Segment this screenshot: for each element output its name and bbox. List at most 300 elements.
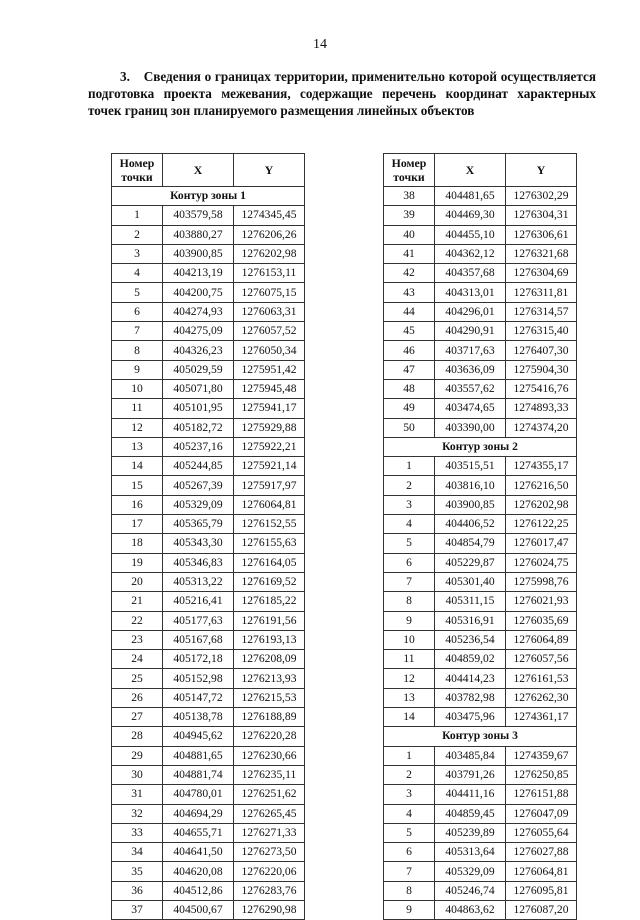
x-header: X — [163, 154, 234, 187]
y-coordinate-cell: 1276057,56 — [506, 650, 577, 669]
coordinates-table-right — [383, 153, 577, 920]
point-number-cell: 7 — [112, 322, 163, 341]
table-header-row — [384, 154, 577, 187]
point-number-cell: 7 — [384, 572, 435, 591]
y-coordinate-cell: 1276208,09 — [234, 650, 305, 669]
y-coordinate-cell: 1276161,53 — [506, 669, 577, 688]
y-coordinate-cell: 1276202,98 — [506, 495, 577, 514]
x-coordinate-cell: 404290,91 — [435, 322, 506, 341]
table-row — [384, 283, 577, 302]
table-body-right — [384, 187, 577, 920]
point-number-cell: 9 — [112, 360, 163, 379]
point-number-cell: 42 — [384, 264, 435, 283]
table-row — [112, 843, 305, 862]
zone-header-row — [112, 187, 305, 206]
y-coordinate-cell: 1276152,55 — [234, 515, 305, 534]
point-number-cell: 48 — [384, 379, 435, 398]
table-row — [112, 360, 305, 379]
point-number-cell: 4 — [384, 515, 435, 534]
point-number-cell: 25 — [112, 669, 163, 688]
table-row — [384, 244, 577, 263]
x-coordinate-cell: 405346,83 — [163, 553, 234, 572]
table-row — [384, 669, 577, 688]
x-coordinate-cell: 404655,71 — [163, 823, 234, 842]
table-body-left — [112, 187, 305, 920]
point-number-cell: 18 — [112, 534, 163, 553]
zone-title: Контур зоны 3 — [384, 727, 577, 746]
y-header: Y — [234, 154, 305, 187]
table-row — [384, 360, 577, 379]
section-number: 3. — [120, 69, 130, 84]
point-number-cell: 13 — [112, 437, 163, 456]
y-coordinate-cell: 1275998,76 — [506, 572, 577, 591]
point-number-cell: 37 — [112, 900, 163, 919]
y-coordinate-cell: 1276321,68 — [506, 244, 577, 263]
y-coordinate-cell: 1276314,57 — [506, 302, 577, 321]
zone-header-row — [384, 727, 577, 746]
point-number-cell: 14 — [112, 457, 163, 476]
table-row — [112, 437, 305, 456]
y-coordinate-cell: 1275416,76 — [506, 379, 577, 398]
table-row — [384, 399, 577, 418]
y-coordinate-cell: 1276315,40 — [506, 322, 577, 341]
point-number-cell: 6 — [384, 843, 435, 862]
point-number-cell: 39 — [384, 206, 435, 225]
x-coordinate-cell: 405177,63 — [163, 611, 234, 630]
table-row — [384, 515, 577, 534]
y-coordinate-cell: 1276230,66 — [234, 746, 305, 765]
point-number-cell: 28 — [112, 727, 163, 746]
y-coordinate-cell: 1275917,97 — [234, 476, 305, 495]
point-number-cell: 47 — [384, 360, 435, 379]
y-coordinate-cell: 1276064,81 — [506, 862, 577, 881]
y-coordinate-cell: 1276064,89 — [506, 630, 577, 649]
point-number-cell: 11 — [112, 399, 163, 418]
y-coordinate-cell: 1276024,75 — [506, 553, 577, 572]
point-number-cell: 23 — [112, 630, 163, 649]
table-row — [384, 650, 577, 669]
point-header-line2: точки — [121, 170, 153, 184]
y-coordinate-cell: 1276250,85 — [506, 765, 577, 784]
y-coordinate-cell: 1276151,88 — [506, 785, 577, 804]
point-number-cell: 15 — [112, 476, 163, 495]
table-row — [384, 553, 577, 572]
zone-title: Контур зоны 2 — [384, 437, 577, 456]
point-number-cell: 31 — [112, 785, 163, 804]
point-header-line2: точки — [393, 170, 425, 184]
point-number-cell: 6 — [112, 302, 163, 321]
x-coordinate-cell: 404854,79 — [435, 534, 506, 553]
table-row — [384, 264, 577, 283]
x-coordinate-cell: 405365,79 — [163, 515, 234, 534]
x-coordinate-cell: 405311,15 — [435, 592, 506, 611]
point-number-cell: 46 — [384, 341, 435, 360]
y-coordinate-cell: 1276271,33 — [234, 823, 305, 842]
point-number-cell: 1 — [384, 746, 435, 765]
x-coordinate-cell: 404780,01 — [163, 785, 234, 804]
point-number-cell: 45 — [384, 322, 435, 341]
point-number-cell: 5 — [384, 534, 435, 553]
y-coordinate-cell: 1276306,61 — [506, 225, 577, 244]
table-row — [112, 727, 305, 746]
table-row — [112, 823, 305, 842]
table-row — [384, 881, 577, 900]
x-coordinate-cell: 405152,98 — [163, 669, 234, 688]
y-coordinate-cell: 1274345,45 — [234, 206, 305, 225]
table-row — [112, 283, 305, 302]
table-row — [384, 379, 577, 398]
point-number-cell: 3 — [112, 244, 163, 263]
table-row — [112, 611, 305, 630]
y-coordinate-cell: 1275951,42 — [234, 360, 305, 379]
y-coordinate-cell: 1276075,15 — [234, 283, 305, 302]
y-header: Y — [506, 154, 577, 187]
table-row — [112, 225, 305, 244]
y-coordinate-cell: 1275921,14 — [234, 457, 305, 476]
table-row — [384, 611, 577, 630]
x-coordinate-cell: 405313,64 — [435, 843, 506, 862]
point-number-cell: 41 — [384, 244, 435, 263]
x-coordinate-cell: 405167,68 — [163, 630, 234, 649]
table-row — [112, 650, 305, 669]
y-coordinate-cell: 1276191,56 — [234, 611, 305, 630]
x-coordinate-cell: 404641,50 — [163, 843, 234, 862]
table-row — [384, 476, 577, 495]
y-coordinate-cell: 1276206,26 — [234, 225, 305, 244]
y-coordinate-cell: 1276304,31 — [506, 206, 577, 225]
table-row — [384, 592, 577, 611]
table-row — [112, 900, 305, 919]
table-row — [112, 418, 305, 437]
point-number-cell: 49 — [384, 399, 435, 418]
table-row — [112, 630, 305, 649]
point-number-cell: 33 — [112, 823, 163, 842]
point-number-cell: 9 — [384, 900, 435, 919]
table-row — [384, 900, 577, 919]
table-row — [384, 206, 577, 225]
x-coordinate-cell: 405138,78 — [163, 708, 234, 727]
x-coordinate-cell: 405071,80 — [163, 379, 234, 398]
point-number-cell: 8 — [112, 341, 163, 360]
x-coordinate-cell: 405246,74 — [435, 881, 506, 900]
x-coordinate-cell: 404455,10 — [435, 225, 506, 244]
point-header-line1: Номер — [391, 156, 427, 170]
y-coordinate-cell: 1276063,31 — [234, 302, 305, 321]
x-coordinate-cell: 403816,10 — [435, 476, 506, 495]
page-number: 14 — [313, 37, 327, 52]
coordinates-table-left — [111, 153, 305, 920]
table-row — [112, 572, 305, 591]
point-number-cell: 30 — [112, 765, 163, 784]
table-row — [384, 341, 577, 360]
x-coordinate-cell: 403900,85 — [163, 244, 234, 263]
point-number-cell: 12 — [384, 669, 435, 688]
x-coordinate-cell: 404863,62 — [435, 900, 506, 919]
table-row — [112, 244, 305, 263]
x-coordinate-cell: 405329,09 — [435, 862, 506, 881]
y-coordinate-cell: 1276153,11 — [234, 264, 305, 283]
point-number-cell: 32 — [112, 804, 163, 823]
point-number-cell: 26 — [112, 688, 163, 707]
point-number-cell: 3 — [384, 495, 435, 514]
table-row — [112, 765, 305, 784]
table-row — [112, 688, 305, 707]
point-number-cell: 17 — [112, 515, 163, 534]
table-row — [112, 341, 305, 360]
zone-header-row — [384, 437, 577, 456]
table-row — [112, 746, 305, 765]
x-coordinate-cell: 405343,30 — [163, 534, 234, 553]
x-coordinate-cell: 404414,23 — [435, 669, 506, 688]
y-coordinate-cell: 1274355,17 — [506, 457, 577, 476]
table-row — [384, 630, 577, 649]
table-row — [112, 534, 305, 553]
x-coordinate-cell: 403390,00 — [435, 418, 506, 437]
point-number-cell: 2 — [384, 765, 435, 784]
y-coordinate-cell: 1276021,93 — [506, 592, 577, 611]
x-coordinate-cell: 404881,74 — [163, 765, 234, 784]
y-coordinate-cell: 1275929,88 — [234, 418, 305, 437]
table-row — [384, 843, 577, 862]
y-coordinate-cell: 1276087,20 — [506, 900, 577, 919]
point-number-cell: 20 — [112, 572, 163, 591]
table-row — [384, 457, 577, 476]
section-title: Сведения о границах территории, применительно которой осуществляется подготовка проекта межевания, содержащие перечень координат характерных точек границ зон планируемого размещения линейных объектов — [88, 69, 597, 118]
section-heading — [88, 68, 596, 119]
y-coordinate-cell: 1276122,25 — [506, 515, 577, 534]
y-coordinate-cell: 1275904,30 — [506, 360, 577, 379]
table-row — [384, 804, 577, 823]
y-coordinate-cell: 1276311,81 — [506, 283, 577, 302]
table-row — [112, 322, 305, 341]
point-number-cell: 4 — [112, 264, 163, 283]
point-number-cell: 4 — [384, 804, 435, 823]
table-row — [384, 746, 577, 765]
point-number-header — [112, 154, 163, 187]
table-row — [384, 688, 577, 707]
point-number-cell: 8 — [384, 592, 435, 611]
point-number-cell: 11 — [384, 650, 435, 669]
table-row — [384, 418, 577, 437]
table-row — [384, 708, 577, 727]
x-coordinate-cell: 404859,45 — [435, 804, 506, 823]
x-coordinate-cell: 404500,67 — [163, 900, 234, 919]
point-number-cell: 19 — [112, 553, 163, 572]
x-coordinate-cell: 405216,41 — [163, 592, 234, 611]
table-row — [112, 515, 305, 534]
y-coordinate-cell: 1274893,33 — [506, 399, 577, 418]
y-coordinate-cell: 1276095,81 — [506, 881, 577, 900]
table-row — [384, 302, 577, 321]
y-coordinate-cell: 1276290,98 — [234, 900, 305, 919]
x-coordinate-cell: 405182,72 — [163, 418, 234, 437]
point-number-cell: 7 — [384, 862, 435, 881]
x-coordinate-cell: 405244,85 — [163, 457, 234, 476]
table-row — [384, 572, 577, 591]
point-number-cell: 16 — [112, 495, 163, 514]
point-number-cell: 2 — [112, 225, 163, 244]
point-number-cell: 43 — [384, 283, 435, 302]
x-coordinate-cell: 404945,62 — [163, 727, 234, 746]
x-coordinate-cell: 404481,65 — [435, 187, 506, 206]
x-coordinate-cell: 405267,39 — [163, 476, 234, 495]
y-coordinate-cell: 1276055,64 — [506, 823, 577, 842]
y-coordinate-cell: 1276216,50 — [506, 476, 577, 495]
y-coordinate-cell: 1276213,93 — [234, 669, 305, 688]
table-row — [112, 881, 305, 900]
x-coordinate-cell: 405313,22 — [163, 572, 234, 591]
x-coordinate-cell: 403475,96 — [435, 708, 506, 727]
x-coordinate-cell: 403485,84 — [435, 746, 506, 765]
y-coordinate-cell: 1274374,20 — [506, 418, 577, 437]
table-row — [112, 495, 305, 514]
table-row — [384, 823, 577, 842]
point-number-cell: 27 — [112, 708, 163, 727]
table-row — [112, 785, 305, 804]
x-coordinate-cell: 404200,75 — [163, 283, 234, 302]
x-coordinate-cell: 404296,01 — [435, 302, 506, 321]
table-row — [112, 669, 305, 688]
x-coordinate-cell: 404859,02 — [435, 650, 506, 669]
point-number-cell: 40 — [384, 225, 435, 244]
x-coordinate-cell: 404274,93 — [163, 302, 234, 321]
y-coordinate-cell: 1276220,28 — [234, 727, 305, 746]
point-number-cell: 10 — [112, 379, 163, 398]
table-row — [112, 592, 305, 611]
table-row — [384, 495, 577, 514]
table-row — [112, 708, 305, 727]
point-number-cell: 5 — [112, 283, 163, 302]
x-coordinate-cell: 405329,09 — [163, 495, 234, 514]
y-coordinate-cell: 1276193,13 — [234, 630, 305, 649]
point-number-cell: 5 — [384, 823, 435, 842]
x-coordinate-cell: 403782,98 — [435, 688, 506, 707]
point-number-cell: 36 — [112, 881, 163, 900]
y-coordinate-cell: 1275941,17 — [234, 399, 305, 418]
table-row — [112, 553, 305, 572]
table-row — [112, 476, 305, 495]
y-coordinate-cell: 1274361,17 — [506, 708, 577, 727]
y-coordinate-cell: 1276302,29 — [506, 187, 577, 206]
point-number-cell: 13 — [384, 688, 435, 707]
y-coordinate-cell: 1276262,30 — [506, 688, 577, 707]
y-coordinate-cell: 1276017,47 — [506, 534, 577, 553]
x-coordinate-cell: 404213,19 — [163, 264, 234, 283]
x-coordinate-cell: 403880,27 — [163, 225, 234, 244]
x-coordinate-cell: 404411,16 — [435, 785, 506, 804]
x-coordinate-cell: 405237,16 — [163, 437, 234, 456]
point-number-cell: 2 — [384, 476, 435, 495]
x-coordinate-cell: 405236,54 — [435, 630, 506, 649]
point-number-cell: 9 — [384, 611, 435, 630]
y-coordinate-cell: 1276251,62 — [234, 785, 305, 804]
zone-title: Контур зоны 1 — [112, 187, 305, 206]
point-number-cell: 44 — [384, 302, 435, 321]
x-coordinate-cell: 403515,51 — [435, 457, 506, 476]
point-number-cell: 29 — [112, 746, 163, 765]
point-number-cell: 1 — [112, 206, 163, 225]
x-coordinate-cell: 403636,09 — [435, 360, 506, 379]
y-coordinate-cell: 1276407,30 — [506, 341, 577, 360]
x-coordinate-cell: 404881,65 — [163, 746, 234, 765]
table-row — [112, 206, 305, 225]
x-coordinate-cell: 404326,23 — [163, 341, 234, 360]
table-row — [384, 785, 577, 804]
point-number-cell: 14 — [384, 708, 435, 727]
x-coordinate-cell: 404357,68 — [435, 264, 506, 283]
point-number-cell: 1 — [384, 457, 435, 476]
point-number-cell: 38 — [384, 187, 435, 206]
point-number-cell: 3 — [384, 785, 435, 804]
y-coordinate-cell: 1276265,45 — [234, 804, 305, 823]
point-number-cell: 24 — [112, 650, 163, 669]
point-number-header — [384, 154, 435, 187]
table-row — [384, 225, 577, 244]
y-coordinate-cell: 1276283,76 — [234, 881, 305, 900]
x-coordinate-cell: 403791,26 — [435, 765, 506, 784]
x-coordinate-cell: 404694,29 — [163, 804, 234, 823]
y-coordinate-cell: 1276155,63 — [234, 534, 305, 553]
point-number-cell: 6 — [384, 553, 435, 572]
point-number-cell: 12 — [112, 418, 163, 437]
x-coordinate-cell: 405239,89 — [435, 823, 506, 842]
x-coordinate-cell: 405316,91 — [435, 611, 506, 630]
table-row — [384, 187, 577, 206]
point-header-line1: Номер — [119, 156, 155, 170]
table-row — [384, 862, 577, 881]
y-coordinate-cell: 1276047,09 — [506, 804, 577, 823]
table-row — [112, 804, 305, 823]
x-coordinate-cell: 405029,59 — [163, 360, 234, 379]
point-number-cell: 10 — [384, 630, 435, 649]
table-row — [112, 862, 305, 881]
point-number-cell: 8 — [384, 881, 435, 900]
y-coordinate-cell: 1276235,11 — [234, 765, 305, 784]
table-row — [384, 534, 577, 553]
table-row — [112, 457, 305, 476]
x-coordinate-cell: 405301,40 — [435, 572, 506, 591]
x-coordinate-cell: 403900,85 — [435, 495, 506, 514]
y-coordinate-cell: 1276035,69 — [506, 611, 577, 630]
x-coordinate-cell: 403717,63 — [435, 341, 506, 360]
y-coordinate-cell: 1276057,52 — [234, 322, 305, 341]
y-coordinate-cell: 1276304,69 — [506, 264, 577, 283]
x-coordinate-cell: 405147,72 — [163, 688, 234, 707]
y-coordinate-cell: 1276169,52 — [234, 572, 305, 591]
y-coordinate-cell: 1275922,21 — [234, 437, 305, 456]
x-coordinate-cell: 403579,58 — [163, 206, 234, 225]
point-number-cell: 35 — [112, 862, 163, 881]
point-number-cell: 22 — [112, 611, 163, 630]
y-coordinate-cell: 1276185,22 — [234, 592, 305, 611]
y-coordinate-cell: 1275945,48 — [234, 379, 305, 398]
x-coordinate-cell: 404313,01 — [435, 283, 506, 302]
table-row — [112, 399, 305, 418]
x-coordinate-cell: 405229,87 — [435, 553, 506, 572]
y-coordinate-cell: 1276164,05 — [234, 553, 305, 572]
y-coordinate-cell: 1276273,50 — [234, 843, 305, 862]
x-coordinate-cell: 404275,09 — [163, 322, 234, 341]
y-coordinate-cell: 1274359,67 — [506, 746, 577, 765]
x-coordinate-cell: 404406,52 — [435, 515, 506, 534]
x-coordinate-cell: 403474,65 — [435, 399, 506, 418]
table-row — [112, 379, 305, 398]
table-row — [112, 264, 305, 283]
y-coordinate-cell: 1276215,53 — [234, 688, 305, 707]
x-coordinate-cell: 405172,18 — [163, 650, 234, 669]
x-coordinate-cell: 403557,62 — [435, 379, 506, 398]
x-coordinate-cell: 405101,95 — [163, 399, 234, 418]
